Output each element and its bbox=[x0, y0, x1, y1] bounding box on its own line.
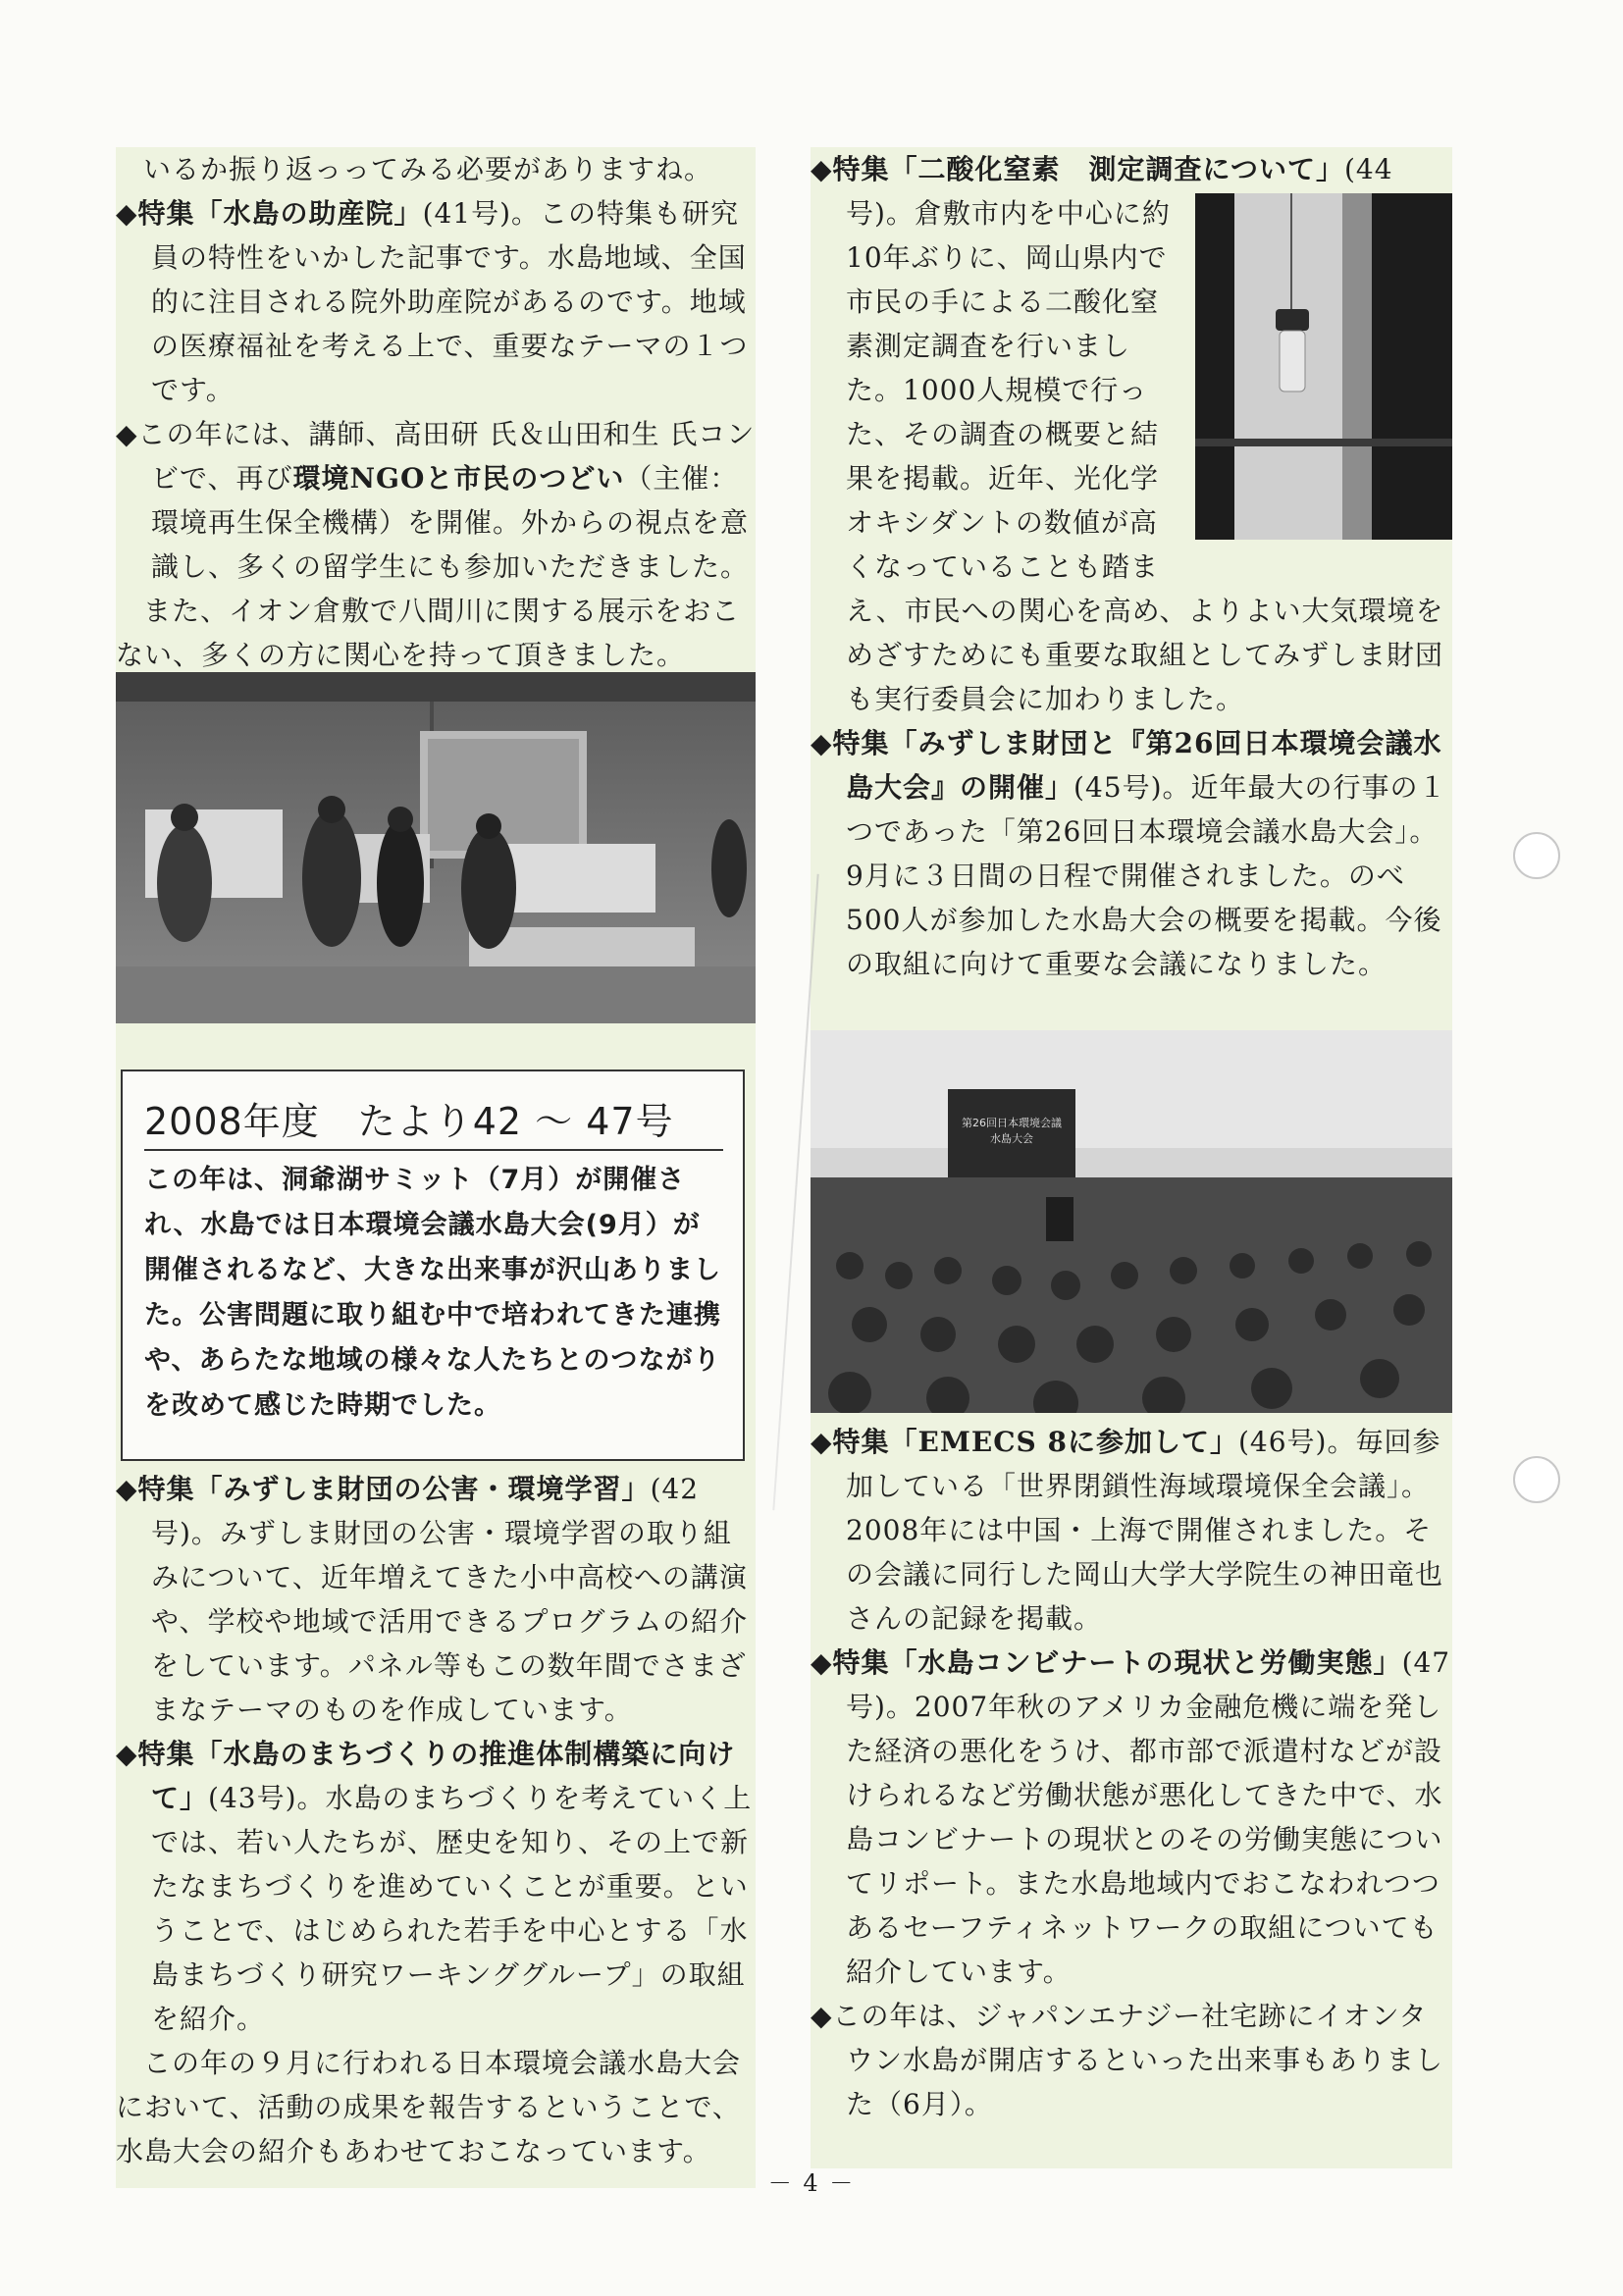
item-text: (46号)。毎回参加している「世界閉鎖性海域環境保全会議」。2008年には中国・上海で開催されました。その会議に同行した岡山大学大学院生の神田竜也さんの記録を掲載。 bbox=[846, 1426, 1444, 1635]
right-top-text bbox=[811, 147, 1452, 986]
item-text: （主催：環境再生保全機構）を開催。外からの視点を意識し、多くの留学生にも参加いただきました。 bbox=[151, 462, 750, 583]
list-item bbox=[811, 147, 1452, 721]
bullet-diamond-icon: ◆ bbox=[116, 1738, 138, 1770]
feature-title: 特集「みずしま財団の公害・環境学習」 bbox=[137, 1473, 651, 1505]
right-column bbox=[811, 147, 1452, 2168]
item-text: (47号)。2007年秋のアメリカ金融危機に端を発した経済の悪化をうけ、都市部で派遣村などが設けられるなど労働状態が悪化してきた中で、水島コンビナートの現状とのその労働実態についてリポート。また水島地域内でおこなわれつつあるセーフティネットワークの取組についても紹介しています。 bbox=[846, 1646, 1451, 1988]
bullet-diamond-icon: ◆ bbox=[811, 153, 833, 185]
exhibition-photo bbox=[116, 672, 756, 1023]
bullet-diamond-icon: ◆ bbox=[811, 1646, 833, 1679]
list-item bbox=[116, 1467, 756, 1732]
item-text: この年は、ジャパンエナジー社宅跡にイオンタウン水島が開店するといった出来事もありました（6月）。 bbox=[832, 2000, 1444, 2120]
conference-photo bbox=[811, 1030, 1452, 1413]
page-number: － 4 － bbox=[767, 2169, 856, 2197]
item-text: (41号)。この特集も研究員の特性をいかした記事です。水島地域、全国的に注目される院外助産院があるのです。地域の医療福祉を考える上で、重要なテーマの１つです。 bbox=[151, 197, 749, 406]
no2-sampler-photo bbox=[1195, 193, 1452, 540]
bullet-diamond-icon: ◆ bbox=[811, 2000, 833, 2032]
bullet-diamond-icon: ◆ bbox=[116, 1473, 138, 1505]
bullet-diamond-icon: ◆ bbox=[811, 1426, 833, 1458]
feature-title: 特集「水島の助産院」 bbox=[137, 197, 423, 230]
bullet-diamond-icon: ◆ bbox=[116, 197, 138, 230]
punch-hole bbox=[1513, 832, 1560, 879]
left-top-text bbox=[116, 147, 756, 677]
bullet-diamond-icon: ◆ bbox=[811, 727, 833, 759]
list-item bbox=[116, 1732, 756, 2041]
punch-hole bbox=[1513, 1456, 1560, 1503]
list-item bbox=[811, 1994, 1452, 2126]
box-body: この年は、洞爺湖サミット（7月）が開催され、水島では日本環境会議水島大会(9月）が開催されるなど、大きな出来事が沢山ありました。公害問題に取り組む中で培われてきた連携や、あらたな地域の様々な人たちとのつながりを改めて感じた時期でした。 bbox=[144, 1165, 721, 1421]
left-column bbox=[116, 147, 756, 2188]
paragraph: この年の９月に行われる日本環境会議水島大会において、活動の成果を報告するということで、水島大会の紹介もあわせておこなっています。 bbox=[116, 2047, 742, 2167]
left-bottom-text bbox=[116, 1467, 756, 2173]
list-item bbox=[116, 191, 756, 412]
list-item bbox=[811, 721, 1452, 986]
feature-title: 特集「水島のまちづくりの推進体制構築に向けて」 bbox=[137, 1738, 736, 1814]
item-text: (44号)。倉敷市内を中心に約10年ぶりに、岡山県内で市民の手による二酸化窒素測定調査を行いました。1000人規模で行った、その調査の概要と結果を掲載。近年、光化学オキシダントの数値が高くなっていることも踏まえ、市民への関心を高め、よりよい大気環境をめざすためにも重要な取組としてみずしま財団も実行委員会に加わりました。 bbox=[846, 153, 1444, 715]
item-text: (43号)。水島のまちづくりを考えていく上では、若い人たちが、歴史を知り、その上で新たなまちづくりを進めていくことが重要。ということで、はじめられた若手を中心とする「水島まちづくり研究ワーキンググループ」の取組を紹介。 bbox=[151, 1782, 753, 2035]
bullet-diamond-icon: ◆ bbox=[116, 418, 138, 450]
list-item bbox=[811, 1641, 1452, 1994]
screen-text: 第26回日本環境会議水島大会 bbox=[962, 1117, 1062, 1145]
feature-title: 特集「水島コンビナートの現状と労働実態」 bbox=[832, 1646, 1402, 1679]
box-title: 2008年度 たより42 ～ 47号 bbox=[144, 1091, 723, 1151]
item-text: この年には、講師、高田研 氏＆山田和生 氏コンビで、再び bbox=[137, 418, 756, 495]
event-name: 環境NGOと市民のつどい bbox=[292, 462, 625, 495]
feature-title: 特集「みずしま財団と『第26回日本環境会議水島大会』の開催」 bbox=[832, 727, 1442, 804]
feature-title: 特集「二酸化窒素 測定調査について」 bbox=[832, 153, 1344, 185]
right-bottom-text bbox=[811, 1420, 1452, 2126]
feature-title: 特集「EMECS 8に参加して」 bbox=[832, 1426, 1238, 1458]
paragraph: また、イオン倉敷で八間川に関する展示をおこない、多くの方に関心を持って頂きました。 bbox=[116, 595, 741, 671]
list-item bbox=[116, 412, 756, 589]
item-text: (42号)。みずしま財団の公害・環境学習の取り組みについて、近年増えてきた小中高校への講演や、学校や地域で活用できるプログラムの紹介をしています。パネル等もこの数年間でさまざまなテーマのものを作成しています。 bbox=[151, 1473, 749, 1726]
list-item bbox=[811, 1420, 1452, 1641]
item-text: (45号)。近年最大の行事の１つであった「第26回日本環境会議水島大会」。9月に３日間の日程で開催されました。のべ500人が参加した水島大会の概要を掲載。今後の取組に向けて重要な会議になりました。 bbox=[846, 771, 1447, 980]
year-summary-box bbox=[121, 1070, 745, 1461]
paragraph: いるか振り返っってみる必要がありますね。 bbox=[143, 153, 713, 185]
